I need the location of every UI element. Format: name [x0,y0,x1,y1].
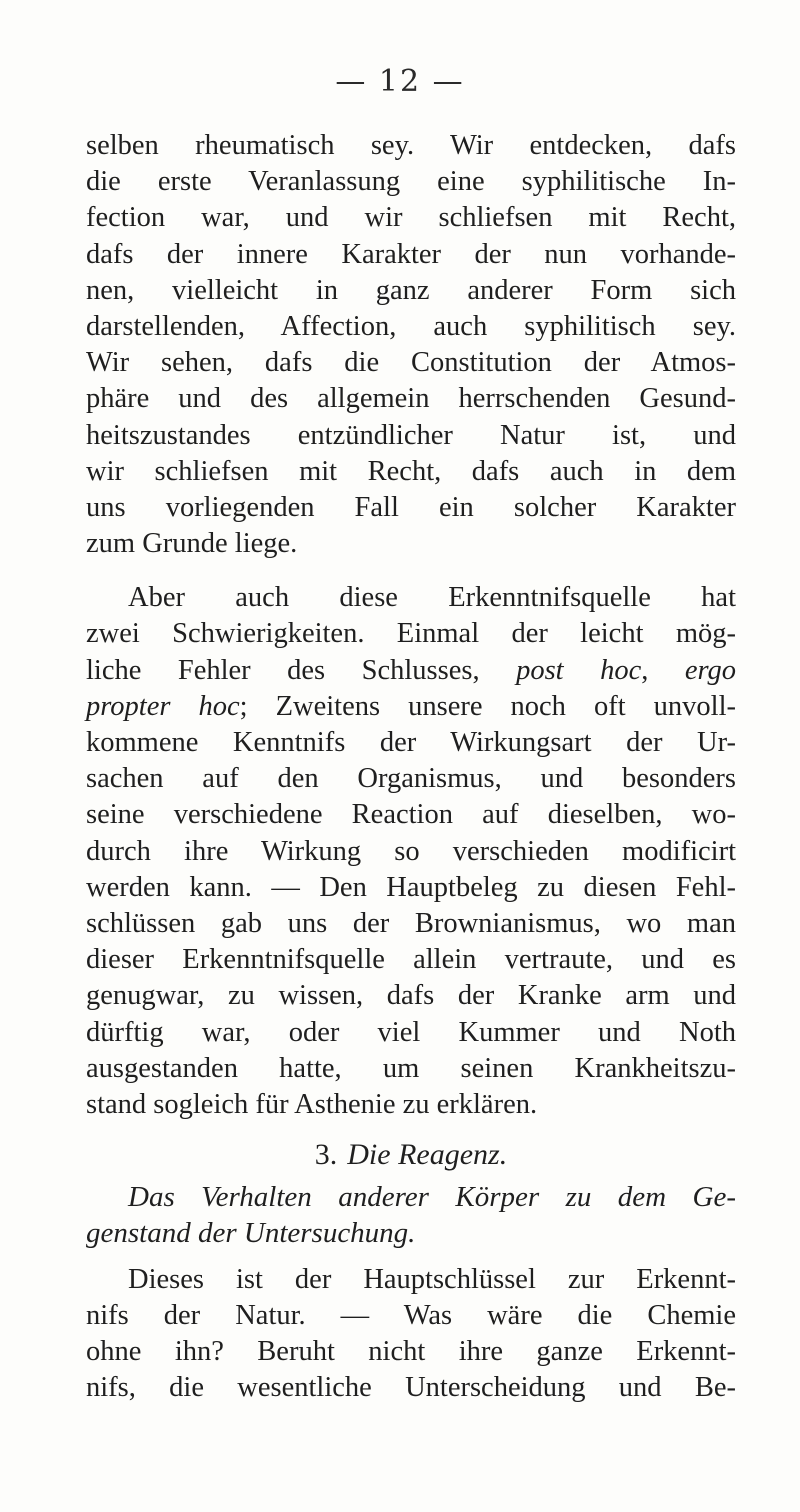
text-segment: , [641,654,649,686]
page-text [86,128,736,1406]
page-number: — 12 — [335,64,465,99]
text-line: nifs, die wesentliche Unterscheidung und Be- [86,1372,736,1404]
text-line: zum Grunde liege. [86,528,298,560]
latin-phrase: ergo [684,654,737,686]
text-segment: ; Zweitens unsere noch oft unvoll- [239,690,737,722]
text-line: durch ihre Wirkung so verschieden modificirt [86,835,736,867]
section-subheading [86,1179,736,1251]
text-line: uns vorliegenden Fall ein solcher Karakter [86,491,736,523]
paragraph-reagent [86,1262,736,1407]
section-title: Die Reagenz. [347,1138,508,1172]
paragraph-sources-of-knowledge [86,580,736,1123]
text-line: Dieses ist der Hauptschlüssel zur Erkennt- [128,1263,736,1295]
text-line: genugwar, zu wissen, dafs der Kranke arm und [86,980,736,1012]
text-line [86,689,736,725]
subheading-line: genstand der Untersuchung. [86,1217,416,1250]
paragraph-continuation [86,128,736,562]
text-line: darstellenden, Affection, auch syphilitisch sey. [86,310,736,342]
section-heading [86,1137,736,1173]
text-line: Wir sehen, dafs die Constitution der Atmos- [86,347,736,379]
latin-phrase: propter hoc [86,690,240,722]
text-line: zwei Schwierigkeiten. Einmal der leicht mög- [86,618,736,650]
section-number: 3. [314,1138,338,1172]
text-line: ohne ihn? Beruht nicht ihre ganze Erkennt- [86,1336,736,1367]
text-line: stand sogleich für Asthenie zu erklären. [86,1088,538,1120]
text-line: heitszustandes entzündlicher Natur ist, und [86,419,736,451]
text-line: sachen auf den Organismus, und besonders [86,763,736,795]
text-line: ausgestanden hatte, um seinen Krankheitszu- [86,1052,736,1084]
text-line: selben rheumatisch sey. Wir entdecken, dafs [86,130,736,161]
text-line: wir schliefsen mit Recht, dafs auch in dem [86,455,736,487]
subheading-line: Das Verhalten anderer Körper zu dem Ge- [128,1181,736,1214]
text-line: kommene Kenntnifs der Wirkungsart der Ur- [86,727,736,758]
text-line: fection war, und wir schliefsen mit Recht, [86,202,736,234]
text-line: die erste Veranlassung eine syphilitische In- [86,166,736,198]
text-line: schlüssen gab uns der Brownianismus, wo man [86,907,736,939]
text-line [86,653,736,689]
text-line: phäre und des allgemein herrschenden Gesund- [86,383,736,415]
text-line: nen, vielleicht in ganz anderer Form sich [86,274,736,306]
latin-phrase: post hoc [516,654,642,686]
text-line: werden kann. — Den Hauptbeleg zu diesen Fehl- [86,871,736,903]
text-line: seine verschiedene Reaction auf dieselben, wo- [86,799,736,831]
text-line: nifs der Natur. — Was wäre die Chemie [86,1299,736,1331]
text-line: Aber auch diese Erkenntnifsquelle hat [128,582,736,614]
paragraph-gap [86,1252,736,1262]
text-line: dafs der innere Karakter der nun vorhande- [86,238,736,270]
paragraph-gap [86,562,736,580]
text-line: dieser Erkenntnifsquelle allein vertraute, und es [86,944,736,976]
text-line: dürftig war, oder viel Kummer und Noth [86,1016,736,1048]
text-segment: liche Fehler des Schlusses, [86,654,480,686]
